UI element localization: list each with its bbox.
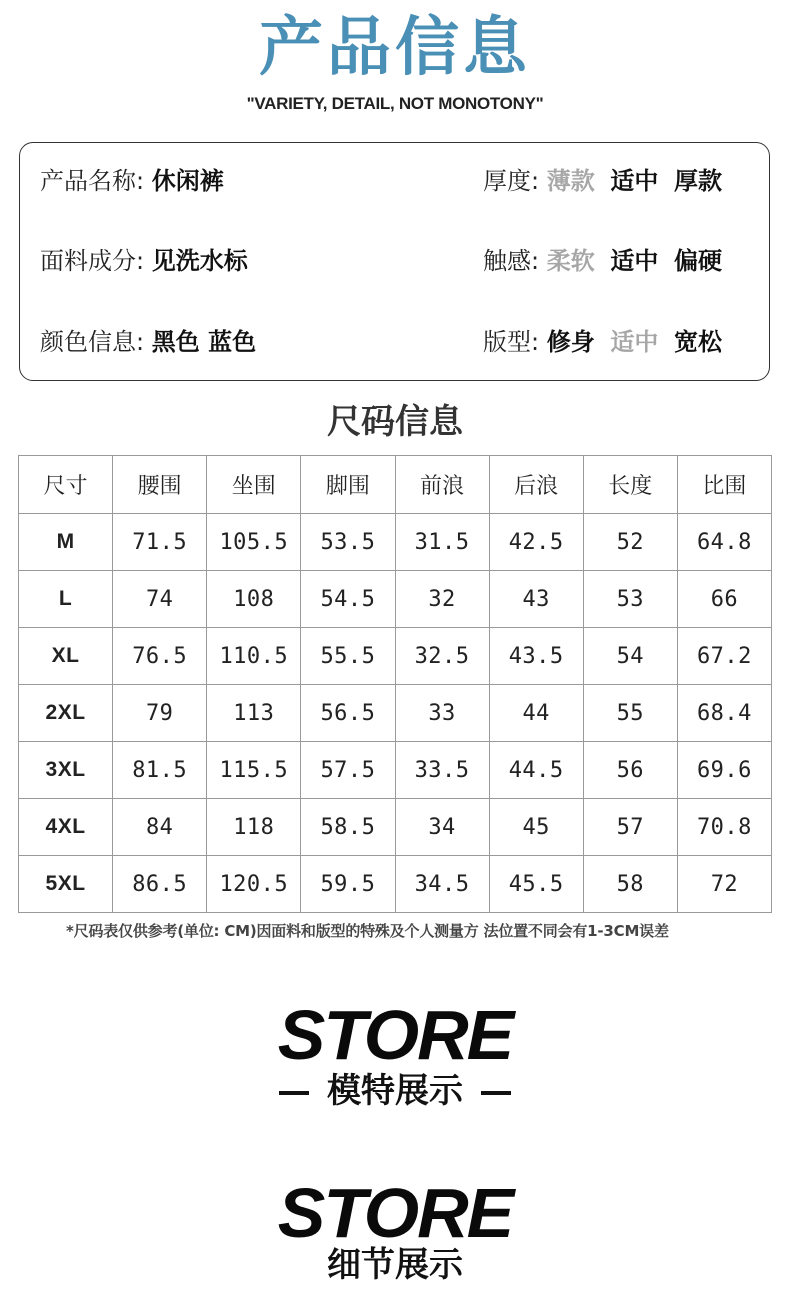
table-row <box>19 685 772 742</box>
product-name-value: 休闲裤 <box>151 167 224 195</box>
size-name-cell: M <box>19 514 113 571</box>
thickness-option-thick: 厚款 <box>674 167 723 195</box>
measurement-cell: 57 <box>583 799 677 856</box>
touch-option-medium: 适中 <box>610 247 659 275</box>
detail-display-text: 细节展示 <box>327 1245 463 1285</box>
measurement-cell: 34.5 <box>395 856 489 913</box>
measurement-cell: 54.5 <box>301 571 395 628</box>
product-name-label: 产品名称: <box>40 167 145 195</box>
thickness-label: 厚度: <box>483 167 540 195</box>
table-row <box>19 856 772 913</box>
measurement-cell: 54 <box>583 628 677 685</box>
page-subtitle: "VARIETY, DETAIL, NOT MONOTONY" <box>246 94 544 113</box>
size-name-cell: L <box>19 571 113 628</box>
product-name-row <box>40 161 224 201</box>
size-name-cell: 3XL <box>19 742 113 799</box>
size-table-body <box>19 514 772 913</box>
table-row <box>19 742 772 799</box>
header-front-rise: 前浪 <box>395 456 489 514</box>
fabric-label: 面料成分: <box>40 247 145 275</box>
thickness-option-thin: 薄款 <box>546 167 595 195</box>
size-table <box>18 455 772 913</box>
measurement-cell: 33 <box>395 685 489 742</box>
color-value: 黑色 蓝色 <box>151 328 257 356</box>
fit-option-loose: 宽松 <box>674 328 723 356</box>
color-label: 颜色信息: <box>40 328 145 356</box>
header-leg-opening: 脚围 <box>301 456 395 514</box>
measurement-cell: 70.8 <box>677 799 771 856</box>
table-row <box>19 571 772 628</box>
measurement-cell: 53.5 <box>301 514 395 571</box>
measurement-cell: 32 <box>395 571 489 628</box>
model-display-text: 模特展示 <box>327 1071 463 1111</box>
measurement-cell: 108 <box>207 571 301 628</box>
measurement-cell: 81.5 <box>113 742 207 799</box>
caption-dash-right <box>481 1091 511 1095</box>
measurement-cell: 113 <box>207 685 301 742</box>
measurement-cell: 32.5 <box>395 628 489 685</box>
measurement-cell: 42.5 <box>489 514 583 571</box>
table-row <box>19 628 772 685</box>
measurement-cell: 53 <box>583 571 677 628</box>
detail-display-caption <box>0 1240 790 1290</box>
size-name-cell: 2XL <box>19 685 113 742</box>
measurement-cell: 84 <box>113 799 207 856</box>
measurement-cell: 45.5 <box>489 856 583 913</box>
measurement-cell: 110.5 <box>207 628 301 685</box>
touch-label: 触感: <box>483 247 540 275</box>
size-section-title: 尺码信息 <box>327 402 463 442</box>
header-size: 尺寸 <box>19 456 113 514</box>
color-row <box>40 322 256 362</box>
measurement-cell: 69.6 <box>677 742 771 799</box>
store-logo-2: STORE <box>277 1174 513 1252</box>
caption-dash-left <box>279 1091 309 1095</box>
product-info-box <box>19 142 770 381</box>
header-back-rise: 后浪 <box>489 456 583 514</box>
measurement-cell: 33.5 <box>395 742 489 799</box>
measurement-cell: 64.8 <box>677 514 771 571</box>
measurement-cell: 68.4 <box>677 685 771 742</box>
header-thigh: 比围 <box>677 456 771 514</box>
store-logo: STORE <box>277 996 513 1074</box>
thickness-row <box>483 161 730 201</box>
header-waist: 腰围 <box>113 456 207 514</box>
measurement-cell: 59.5 <box>301 856 395 913</box>
measurement-cell: 66 <box>677 571 771 628</box>
measurement-cell: 45 <box>489 799 583 856</box>
measurement-cell: 58 <box>583 856 677 913</box>
measurement-cell: 118 <box>207 799 301 856</box>
fabric-value: 见洗水标 <box>151 247 248 275</box>
measurement-cell: 56 <box>583 742 677 799</box>
touch-row <box>483 241 730 281</box>
fit-option-slim: 修身 <box>546 328 595 356</box>
thickness-option-medium: 适中 <box>610 167 659 195</box>
table-row <box>19 514 772 571</box>
measurement-cell: 86.5 <box>113 856 207 913</box>
measurement-cell: 105.5 <box>207 514 301 571</box>
model-display-caption <box>0 1066 790 1116</box>
fabric-row <box>40 241 248 281</box>
size-name-cell: 4XL <box>19 799 113 856</box>
measurement-cell: 55.5 <box>301 628 395 685</box>
fit-label: 版型: <box>483 328 540 356</box>
measurement-cell: 71.5 <box>113 514 207 571</box>
measurement-cell: 72 <box>677 856 771 913</box>
measurement-cell: 79 <box>113 685 207 742</box>
size-footnote: *尺码表仅供参考(单位: CM)因面料和版型的特殊及个人测量方 法位置不同会有1-3CM误差 <box>66 922 669 940</box>
header-length: 长度 <box>583 456 677 514</box>
measurement-cell: 58.5 <box>301 799 395 856</box>
measurement-cell: 55 <box>583 685 677 742</box>
touch-option-soft: 柔软 <box>546 247 595 275</box>
measurement-cell: 43 <box>489 571 583 628</box>
measurement-cell: 56.5 <box>301 685 395 742</box>
size-name-cell: 5XL <box>19 856 113 913</box>
measurement-cell: 52 <box>583 514 677 571</box>
measurement-cell: 74 <box>113 571 207 628</box>
measurement-cell: 44 <box>489 685 583 742</box>
measurement-cell: 120.5 <box>207 856 301 913</box>
header-hip: 坐围 <box>207 456 301 514</box>
size-table-header-row <box>19 456 772 514</box>
measurement-cell: 31.5 <box>395 514 489 571</box>
size-name-cell: XL <box>19 628 113 685</box>
measurement-cell: 44.5 <box>489 742 583 799</box>
measurement-cell: 115.5 <box>207 742 301 799</box>
touch-option-hard: 偏硬 <box>674 247 723 275</box>
page-title: 产品信息 <box>259 11 531 85</box>
fit-option-regular: 适中 <box>610 328 659 356</box>
fit-row <box>483 322 730 362</box>
measurement-cell: 67.2 <box>677 628 771 685</box>
measurement-cell: 57.5 <box>301 742 395 799</box>
measurement-cell: 43.5 <box>489 628 583 685</box>
measurement-cell: 76.5 <box>113 628 207 685</box>
measurement-cell: 34 <box>395 799 489 856</box>
table-row <box>19 799 772 856</box>
